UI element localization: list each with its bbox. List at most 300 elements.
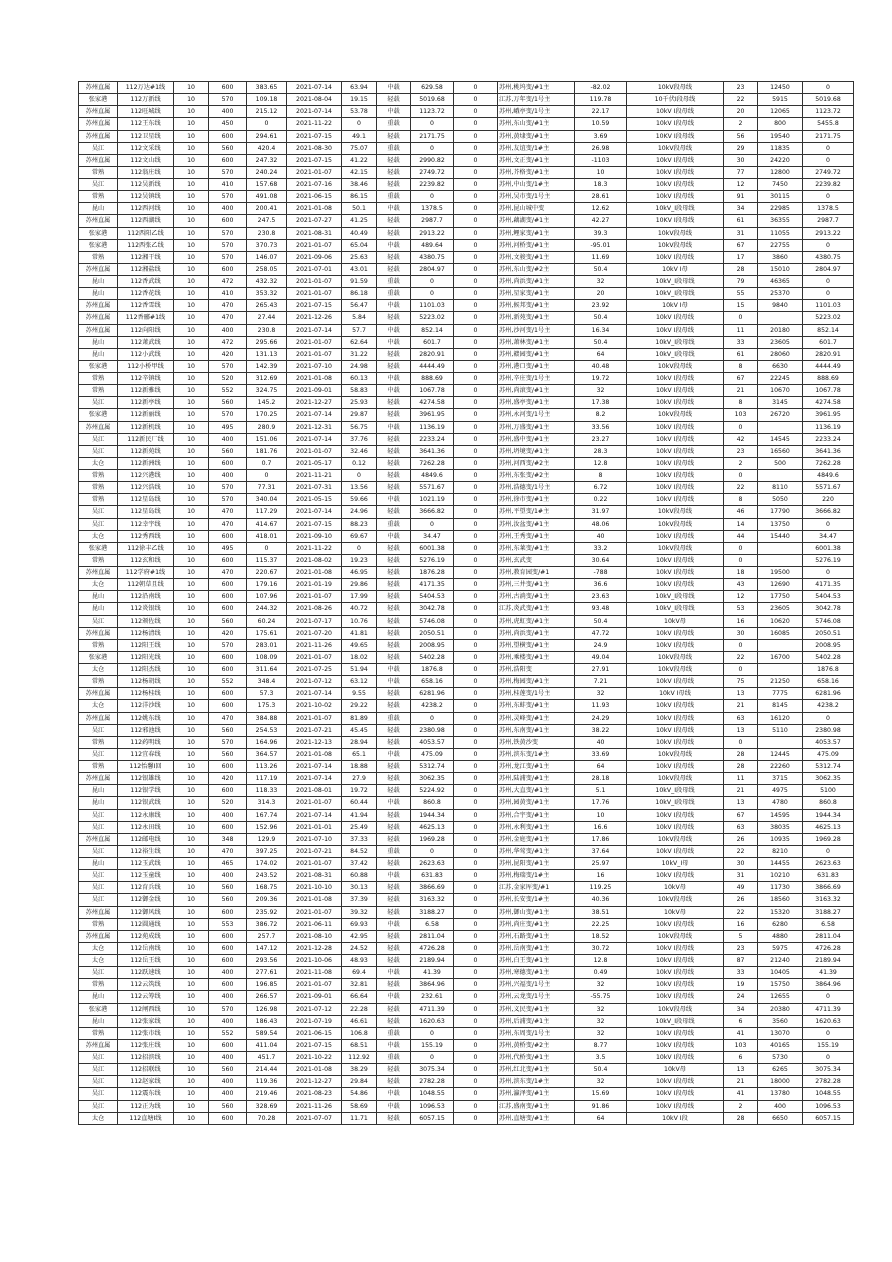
table-cell [758, 639, 803, 651]
table-cell: 轻载 [377, 930, 411, 942]
table-cell: 0 [454, 82, 498, 94]
table-cell: 400 [209, 203, 247, 215]
table-cell: 10 [174, 639, 209, 651]
table-cell: 5402.28 [803, 651, 854, 663]
table-cell: 2021-07-19 [287, 1015, 342, 1027]
table-cell: 2021-12-13 [287, 736, 342, 748]
table-cell: 112万新线 [118, 94, 174, 106]
table-cell: 243.52 [247, 870, 287, 882]
table-cell: 119.36 [247, 1076, 287, 1088]
table-cell: 10 [174, 191, 209, 203]
table-cell: 13 [724, 1064, 758, 1076]
table-cell: 轻载 [377, 809, 411, 821]
table-cell: 112文山线 [118, 154, 174, 166]
table-cell: 112闸西线 [118, 1003, 174, 1015]
table-cell: 520 [209, 373, 247, 385]
table-cell: 40.48 [575, 360, 627, 372]
table-row [79, 445, 854, 457]
table-cell: 3715 [758, 773, 803, 785]
table-cell: 888.69 [803, 373, 854, 385]
table-cell: 10kV段母线 [627, 894, 724, 906]
table-cell: 18.52 [575, 930, 627, 942]
table-cell: 0 [454, 870, 498, 882]
table-cell: 轻载 [377, 154, 411, 166]
table-row [79, 494, 854, 506]
table-row [79, 324, 854, 336]
table-cell: 0 [454, 385, 498, 397]
table-cell: 轻载 [377, 700, 411, 712]
table-cell: 40.72 [342, 603, 377, 615]
table-cell: 2021-01-07 [287, 651, 342, 663]
table-cell: 苏州,港口变/#1主 [498, 360, 575, 372]
table-cell: 5 [724, 930, 758, 942]
table-cell: 10 [174, 421, 209, 433]
table-cell: 轻载 [377, 979, 411, 991]
table-cell: 0 [411, 191, 454, 203]
table-cell: 61 [724, 215, 758, 227]
table-cell: 112辛镇线 [118, 373, 174, 385]
table-cell: 0 [803, 1027, 854, 1039]
table-cell: 79 [724, 276, 758, 288]
table-row [79, 179, 854, 191]
table-cell: 1620.63 [803, 1015, 854, 1027]
table-cell: 苏州,滨东变/1#主 [498, 1076, 575, 1088]
table-cell: 112云筑线 [118, 979, 174, 991]
table-cell: 10kV Ⅰ段母线 [627, 736, 724, 748]
table-cell: 5915 [758, 94, 803, 106]
table-cell: 10 [174, 385, 209, 397]
table-cell: 22 [724, 94, 758, 106]
table-cell: 2021-01-07 [287, 591, 342, 603]
table-cell: 14 [724, 518, 758, 530]
table-row [79, 1052, 854, 1064]
table-cell: 10kV母 [627, 882, 724, 894]
table-cell: 10kV母 [627, 615, 724, 627]
table-cell: 29.22 [342, 700, 377, 712]
table-cell: 常熟 [79, 470, 118, 482]
table-cell: 轻载 [377, 94, 411, 106]
table-row [79, 676, 854, 688]
table-cell: 50.4 [575, 615, 627, 627]
table-cell: 5312.74 [803, 761, 854, 773]
table-cell: 570 [209, 94, 247, 106]
table-cell: 吴江 [79, 1052, 118, 1064]
table-cell: 重载 [377, 118, 411, 130]
table-cell: 0 [454, 251, 498, 263]
table-cell: 苏州,王秀变/#1主 [498, 530, 575, 542]
table-cell: 苏州,永河变/1号主 [498, 409, 575, 421]
table-cell: 22 [724, 906, 758, 918]
table-cell: 0 [803, 154, 854, 166]
table-cell: 轻载 [377, 166, 411, 178]
table-cell: 10kV Ⅰ段母线 [627, 106, 724, 118]
table-cell: 400 [209, 809, 247, 821]
table-cell: 10kV Ⅰ段母线 [627, 154, 724, 166]
table-cell: 1096.53 [803, 1100, 854, 1112]
table-cell: 轻载 [377, 724, 411, 736]
table-cell: 28.3 [575, 445, 627, 457]
table-cell: 29.84 [342, 1076, 377, 1088]
table-cell: 10kV Ⅰ段母线 [627, 870, 724, 882]
table-cell: 太仓 [79, 700, 118, 712]
table-cell: 601.7 [803, 336, 854, 348]
table-cell: 39.3 [575, 227, 627, 239]
table-cell: 10kV_Ⅰ段母线 [627, 1015, 724, 1027]
table-row [79, 773, 854, 785]
table-cell: 10405 [758, 967, 803, 979]
table-cell: 10 [174, 833, 209, 845]
table-row [79, 457, 854, 469]
table-cell: 5571.67 [411, 482, 454, 494]
table-cell: 10 [174, 1003, 209, 1015]
table-cell: 吴江 [79, 894, 118, 906]
table-cell: 10 [174, 1112, 209, 1124]
table-cell: 10kV_Ⅰ段母线 [627, 288, 724, 300]
table-cell: 中载 [377, 797, 411, 809]
table-cell: 0 [454, 191, 498, 203]
table-cell: 1021.19 [411, 494, 454, 506]
table-cell: 轻载 [377, 348, 411, 360]
table-cell: 10kV_Ⅰ段母线 [627, 203, 724, 215]
table-cell: 轻载 [377, 312, 411, 324]
table-cell: 20180 [758, 324, 803, 336]
table-cell: 10 [174, 433, 209, 445]
table-cell: 348 [209, 833, 247, 845]
table-cell: 570 [209, 166, 247, 178]
table-cell: 轻载 [377, 409, 411, 421]
table-cell: 0 [454, 639, 498, 651]
table-cell: 10 [174, 979, 209, 991]
table-cell: 0 [454, 457, 498, 469]
table-cell: 0 [454, 360, 498, 372]
table-cell: 10 [174, 1039, 209, 1051]
table-cell: 10kV Ⅰ段母线 [627, 639, 724, 651]
table-cell: 0 [454, 1064, 498, 1076]
table-cell: 0 [454, 809, 498, 821]
table-cell: 8 [575, 470, 627, 482]
table-cell: 4171.35 [411, 579, 454, 591]
table-cell: 苏州,尚浜变/#1主 [498, 276, 575, 288]
table-cell: 10kV Ⅰ段母线 [627, 979, 724, 991]
table-cell: 40 [575, 736, 627, 748]
table-row [79, 906, 854, 918]
table-cell: 0 [454, 106, 498, 118]
table-row [79, 603, 854, 615]
table-cell: 0 [454, 627, 498, 639]
table-cell: 轻载 [377, 1076, 411, 1088]
table-cell: 10kV Ⅰ段母线 [627, 482, 724, 494]
table-cell: 570 [209, 239, 247, 251]
table-cell: 29 [724, 142, 758, 154]
table-cell: 3.69 [575, 130, 627, 142]
table-cell [758, 554, 803, 566]
table-cell: 0 [454, 797, 498, 809]
table-cell: 17 [724, 251, 758, 263]
table-cell: 0 [454, 942, 498, 954]
table-cell: 8.2 [575, 409, 627, 421]
table-cell: 10 [174, 688, 209, 700]
table-cell: 轻载 [377, 639, 411, 651]
table-cell: 10kV Ⅰ段母线 [627, 494, 724, 506]
table-cell: 轻载 [377, 542, 411, 554]
table-cell: 0 [724, 542, 758, 554]
table-cell: 112邪池线 [118, 724, 174, 736]
table-cell: 轻载 [377, 360, 411, 372]
table-cell: 2021-10-22 [287, 1052, 342, 1064]
table-cell: 2021-09-01 [287, 385, 342, 397]
table-cell: 560 [209, 1100, 247, 1112]
table-cell: 1101.03 [803, 300, 854, 312]
table-cell: 0 [803, 567, 854, 579]
table-cell: 230.8 [247, 227, 287, 239]
table-cell: 0 [803, 239, 854, 251]
table-cell: 0 [803, 142, 854, 154]
table-cell: 2021-01-07 [287, 797, 342, 809]
table-cell: 600 [209, 906, 247, 918]
table-cell: 10 [174, 482, 209, 494]
table-row [79, 542, 854, 554]
table-cell: 112.92 [342, 1052, 377, 1064]
table-cell: 苏州直属 [79, 688, 118, 700]
table-cell: 苏州,东周变/1号主 [498, 1027, 575, 1039]
table-cell: 600 [209, 530, 247, 542]
table-cell: 600 [209, 579, 247, 591]
table-cell: 240.24 [247, 166, 287, 178]
table-cell: 10 [174, 1064, 209, 1076]
table-cell: 10 [174, 179, 209, 191]
table-cell: 11835 [758, 142, 803, 154]
table-cell: 7.21 [575, 676, 627, 688]
table-cell: 0 [247, 542, 287, 554]
table-cell: 112怡馨Ⅰ回 [118, 761, 174, 773]
table-cell: 轻载 [377, 603, 411, 615]
table-cell: 0 [724, 736, 758, 748]
table-cell: 22.17 [575, 106, 627, 118]
table-cell: 苏州,新苑变/#1主 [498, 312, 575, 324]
table-cell: 1048.55 [411, 1088, 454, 1100]
table-cell: 38.51 [575, 906, 627, 918]
table-cell: 2189.94 [803, 955, 854, 967]
table-cell: 1123.72 [803, 106, 854, 118]
table-cell: 11055 [758, 227, 803, 239]
table-row [79, 894, 854, 906]
table-row [79, 858, 854, 870]
table-cell: 495 [209, 542, 247, 554]
table-cell: 19.72 [575, 373, 627, 385]
table-cell: 17.99 [342, 591, 377, 603]
table-cell: 10 [575, 166, 627, 178]
table-cell: 2021-07-07 [287, 1112, 342, 1124]
table-cell: 3075.34 [803, 1064, 854, 1076]
table-cell: 常熟 [79, 251, 118, 263]
table-cell: 214.44 [247, 1064, 287, 1076]
table-cell: 46.95 [342, 567, 377, 579]
table-cell: 苏州直属 [79, 627, 118, 639]
table-cell: 0 [411, 288, 454, 300]
table-cell: 62.64 [342, 336, 377, 348]
table-cell: 3075.34 [411, 1064, 454, 1076]
table-cell: 40.49 [342, 227, 377, 239]
table-cell: 3188.27 [411, 906, 454, 918]
table-cell: 0 [454, 1076, 498, 1088]
table-cell: 400 [209, 470, 247, 482]
table-cell: 15.69 [575, 1088, 627, 1100]
table-cell: 51.94 [342, 664, 377, 676]
table-cell: 157.68 [247, 179, 287, 191]
table-row [79, 385, 854, 397]
table-cell: 2913.22 [411, 227, 454, 239]
table-cell: 4238.2 [803, 700, 854, 712]
table-cell: 112杨桂线 [118, 688, 174, 700]
table-row [79, 530, 854, 542]
table-cell: 3145 [758, 397, 803, 409]
table-cell: 吴江 [79, 518, 118, 530]
table-cell: 常熟 [79, 482, 118, 494]
table-cell: 25.49 [342, 821, 377, 833]
table-cell: 397.25 [247, 845, 287, 857]
table-cell: 67 [724, 373, 758, 385]
table-cell: 60.88 [342, 870, 377, 882]
table-cell: 5.84 [342, 312, 377, 324]
table-cell: 10kV_Ⅰ段母线 [627, 336, 724, 348]
table-cell: 112向阳线 [118, 324, 174, 336]
table-cell: 26 [724, 894, 758, 906]
table-row [79, 288, 854, 300]
table-cell: 2021-08-30 [287, 142, 342, 154]
table-cell: 112阳光线 [118, 651, 174, 663]
table-cell: 0 [454, 421, 498, 433]
table-cell: 中载 [377, 421, 411, 433]
table-cell: 22.25 [575, 918, 627, 930]
table-cell: 吴江 [79, 1088, 118, 1100]
table-cell: 张家港 [79, 1003, 118, 1015]
table-cell: 2171.75 [803, 130, 854, 142]
table-cell: 38035 [758, 821, 803, 833]
table-cell: 常熟 [79, 1027, 118, 1039]
table-cell: 10kV Ⅰ段母线 [627, 821, 724, 833]
table-cell: 重载 [377, 276, 411, 288]
table-cell: 轻载 [377, 470, 411, 482]
table-cell: 昆山 [79, 276, 118, 288]
table-cell: 38.22 [575, 724, 627, 736]
table-cell: 50.4 [575, 1064, 627, 1076]
table-cell: 2021-07-14 [287, 773, 342, 785]
table-cell: 5223.02 [803, 312, 854, 324]
table-cell: 600 [209, 700, 247, 712]
table-cell: 10 [174, 1100, 209, 1112]
table-cell: 27.91 [575, 664, 627, 676]
table-cell: -82.02 [575, 82, 627, 94]
table-cell: 苏州,代桥变/#1主 [498, 1052, 575, 1064]
table-row [79, 845, 854, 857]
table-cell: 112姚东线 [118, 712, 174, 724]
table-cell: 昆山 [79, 288, 118, 300]
table-cell: 中载 [377, 203, 411, 215]
table-cell: 苏州,长安变/1#主 [498, 894, 575, 906]
table-cell: 26 [724, 833, 758, 845]
table-cell: 0 [454, 94, 498, 106]
table-cell: 0 [454, 324, 498, 336]
table-cell: 苏州,兴福变/1号主 [498, 979, 575, 991]
table-row [79, 142, 854, 154]
table-cell: 2021-06-15 [287, 1027, 342, 1039]
table-cell: 4274.58 [411, 397, 454, 409]
table-cell: 3163.32 [803, 894, 854, 906]
table-row [79, 203, 854, 215]
table-cell: 10KV Ⅰ段母线 [627, 215, 724, 227]
table-cell: 10 [174, 809, 209, 821]
table-cell: 32 [575, 1003, 627, 1015]
table-cell: 6280 [758, 918, 803, 930]
table-cell: 470 [209, 300, 247, 312]
table-cell: 10kV Ⅰ段母线 [627, 676, 724, 688]
table-cell: 中载 [377, 385, 411, 397]
table-cell: 轻载 [377, 955, 411, 967]
table-cell: 轻载 [377, 688, 411, 700]
table-cell: 10 [174, 870, 209, 882]
table-cell: 10 [174, 336, 209, 348]
table-cell: 17750 [758, 591, 803, 603]
table-cell: 45.45 [342, 724, 377, 736]
table-cell: 0 [454, 979, 498, 991]
table-cell: 10kV Ⅰ段母线 [627, 179, 724, 191]
table-cell: 19.72 [342, 785, 377, 797]
table-cell: 张家港 [79, 360, 118, 372]
table-row [79, 991, 854, 1003]
table-cell: 112沿南线 [118, 591, 174, 603]
table-cell: 601.7 [411, 336, 454, 348]
data-table-sheet [78, 81, 854, 1125]
table-cell [758, 736, 803, 748]
table-cell: 吴江 [79, 1064, 118, 1076]
table-cell: 117.29 [247, 506, 287, 518]
table-cell: 10kV Ⅰ段母线 [627, 567, 724, 579]
table-cell: 112新洲线 [118, 457, 174, 469]
table-cell: 10 [174, 1052, 209, 1064]
table-cell: 苏州,乘楼变/#1主 [498, 651, 575, 663]
table-cell: 2021-07-17 [287, 615, 342, 627]
table-cell: 12 [724, 179, 758, 191]
table-cell: 353.32 [247, 288, 287, 300]
table-cell: 中载 [377, 918, 411, 930]
table-cell: 0 [454, 991, 498, 1003]
table-cell: 2021-05-17 [287, 457, 342, 469]
table-cell: 苏州直属 [79, 930, 118, 942]
table-cell: 257.7 [247, 930, 287, 942]
table-cell: 24.29 [575, 712, 627, 724]
table-cell: 苏州直属 [79, 1039, 118, 1051]
table-cell: 93.48 [575, 603, 627, 615]
table-cell: 324.75 [247, 385, 287, 397]
table-cell: 2021-12-27 [287, 397, 342, 409]
table-cell: 2021-01-07 [287, 166, 342, 178]
table-cell: 86.18 [342, 288, 377, 300]
table-cell: 苏州,云龙变/1号主 [498, 991, 575, 1003]
table-cell: 10kV Ⅰ段母线 [627, 809, 724, 821]
table-cell: 0 [454, 773, 498, 785]
table-cell: 112湘盐线 [118, 263, 174, 275]
table-cell: 384.88 [247, 712, 287, 724]
table-row [79, 506, 854, 518]
table-cell: 5019.68 [411, 94, 454, 106]
table-cell: 2021-01-07 [287, 239, 342, 251]
table-cell: 2021-01-01 [287, 821, 342, 833]
table-cell: 0 [454, 482, 498, 494]
table-cell: 6057.15 [803, 1112, 854, 1124]
table-row [79, 955, 854, 967]
table-cell: 10kV段母线 [627, 506, 724, 518]
table-cell: 3641.36 [803, 445, 854, 457]
